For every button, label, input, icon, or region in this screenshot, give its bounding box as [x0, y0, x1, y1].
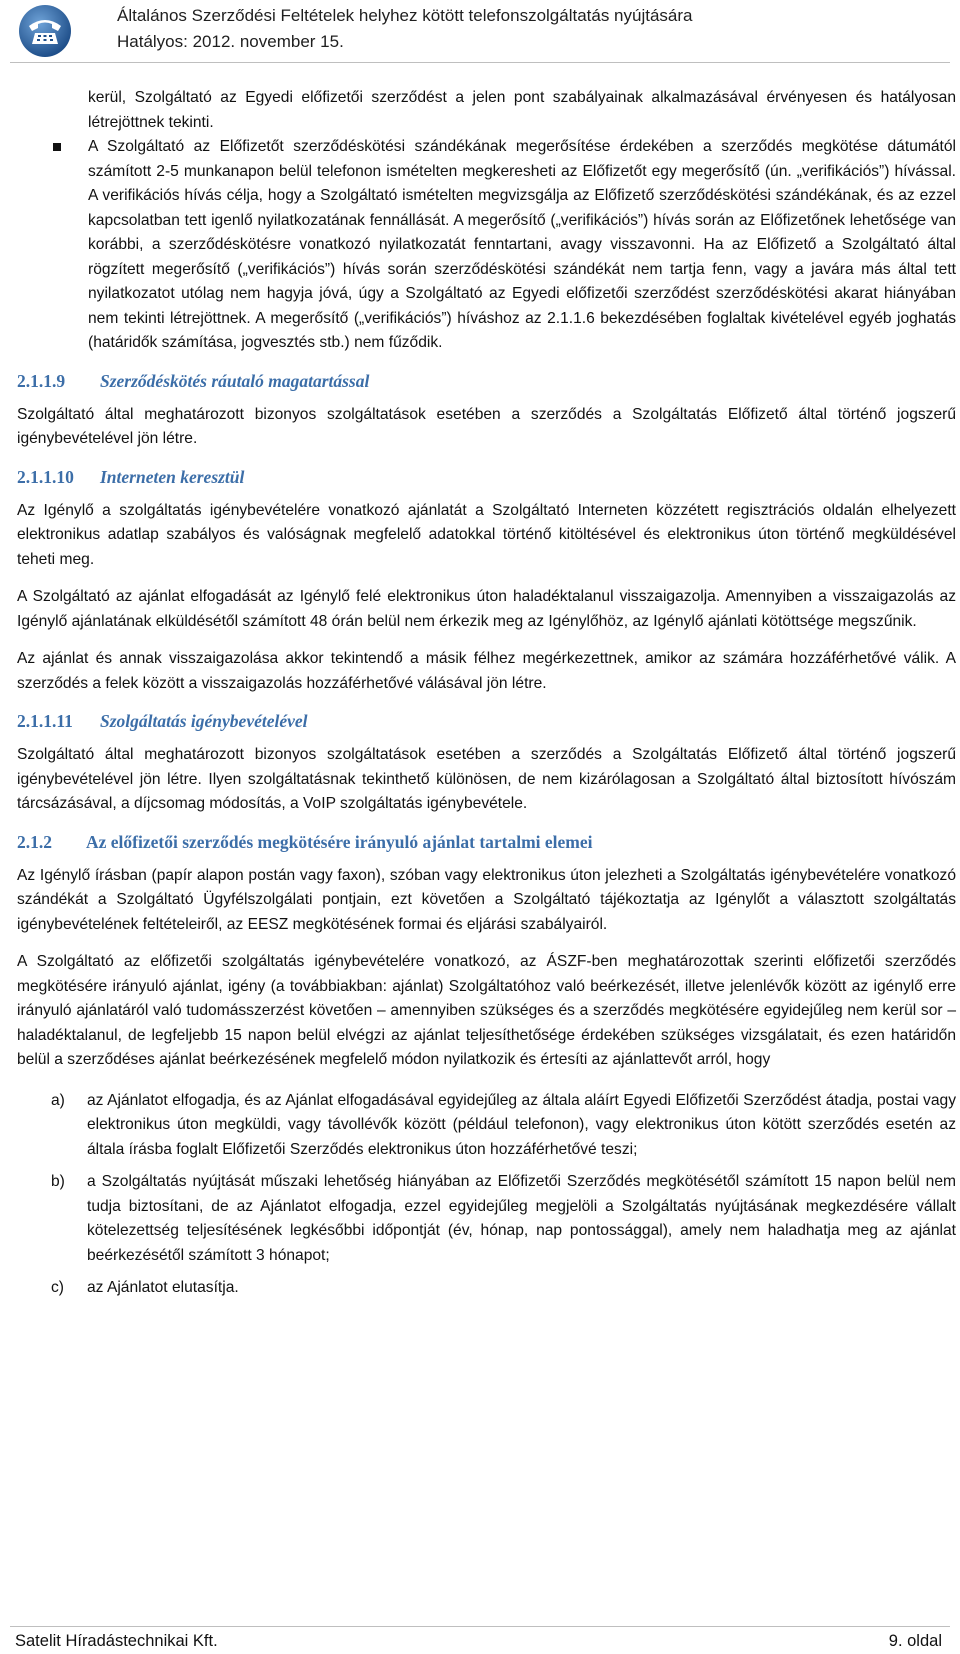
list-marker: b): [51, 1173, 65, 1190]
continuation-paragraph: kerül, Szolgáltató az Egyedi előfizetői szerződést a jelen pont szabályainak alkalmazásával érvényesen és hatályosan létrejöttnek tekinti.: [88, 89, 956, 131]
section-title: Interneten keresztül: [100, 466, 245, 487]
list-item: [17, 1276, 956, 1301]
list-item-text: az Ajánlatot elutasítja.: [87, 1279, 239, 1296]
section-paragraph: Az ajánlat és annak visszaigazolása akkor tekintendő a másik félhez megérkezettnek, amikor az számára hozzáférhetővé válik. A szerződés a felek között a visszaigazolás hozzáférhetővé válásával jön létre.: [17, 650, 956, 692]
section-heading-2119: [17, 368, 956, 394]
telephone-logo-icon: [18, 4, 72, 58]
section-number: 2.1.1.11: [17, 711, 73, 731]
section-number: 2.1.1.9: [17, 370, 66, 391]
section-heading-21111: [17, 708, 956, 734]
section-paragraph: Szolgáltató által meghatározott bizonyos szolgáltatások esetében a szerződés a Szolgáltatás Előfizető által történő jogszerű igénybevételével jön létre.: [17, 405, 956, 447]
header-divider: [10, 62, 950, 63]
page-header: [0, 0, 960, 64]
section-paragraph: Szolgáltató által meghatározott bizonyos szolgáltatások esetében a szerződés a Szolgáltatás Előfizető által történő jogszerű igénybevételével jön létre. Ilyen szolgáltatásnak tekinthető különösen, de nem kizárólagosan a Szolgáltató által biztosított hívószám tárcsázásával, a díjcsomag módosítás, a VoIP szolgáltatás igénybevétele.: [17, 746, 956, 812]
section-paragraph: A Szolgáltató az ajánlat elfogadását az Igénylő felé elektronikus úton haladéktalanul visszaigazolja. Amennyiben a visszaigazolás az Igénylő ajánlatának elküldésétől számított 48 órán belül nem érkezik meg az Igénylőhöz, az Igénylő ajánlati kötöttsége megszűnik.: [17, 588, 956, 630]
list-marker: c): [51, 1279, 64, 1296]
square-bullet-icon: [53, 143, 61, 151]
section-heading-21110: [17, 464, 956, 490]
section-title: Szolgáltatás igénybevételével: [100, 711, 308, 731]
effective-date: Hatályos: 2012. november 15.: [117, 32, 344, 51]
bullet-paragraph: A Szolgáltató az Előfizetőt szerződéskötési szándékának megerősítése érdekében a szerződés megkötése dátumától számított 2-5 munkanapon belül telefonon ismételten megkeresheti az Előfizetőt egy megerősítő (ún. „verifikációs”) hívással. A verifikációs hívás célja, hogy a Szolgáltató ismételten megvizsgálja az Előfizető szerződéskötési szándékának, és az ezzel kapcsolatban tett igenlő nyilatkozatának fennállását. A megerősítő („verifikációs”) hívás során az Előfizetőnek lehetősége van korábbi, a szerződéskötésre vonatkozó nyilatkozatát fenntartani, avagy visszavonni. Ha az Előfizető a Szolgáltató által rögzített megerősítő („verifikációs”) hívás során szerződéskötési szándékát nem tartja fenn, vagy a javára más által tett nyilatkozatot utólag nem hagyja jóvá, úgy a Szolgáltató az Egyedi előfizetői szerződést szerződéskötési akarat hiányában nem tekinti létrejöttnek. A megerősítő („verifikációs”) híváshoz az 2.1.1.6 bekezdésében foglaltak kivételével egyéb joghatás (határidők számítása, jogvesztés stb.) nem fűződik.: [88, 138, 956, 351]
section-paragraph: A Szolgáltató az előfizetői szolgáltatás igénybevételére vonatkozó, az ÁSZF-ben meghatározottak szerinti előfizetői szerződés megkötésére irányuló ajánlat, igény (a továbbiakban: ajánlat) Szolgáltatóhoz való beérkezését, illetve jelenlévők között az igénylő erre irányuló ajánlatáról való tudomásszerzést követően – amennyiben szükséges és a szerződés megkötésére egyidejűleg nem kerül sor – haladéktalanul, de legfeljebb 15 napon belül elvégzi az ajánlat teljesíthetősége érdekében szükséges vizsgálatait, és ezen határidőn belül a szerződéses ajánlat beérkezésének megfelelő módon nyilatkozik és értesíti az ajánlattevőt arról, hogy: [17, 953, 956, 1068]
bullet-item: [88, 135, 956, 356]
document-body: [17, 86, 956, 1301]
footer-divider: [10, 1626, 950, 1627]
footer-company: Satelit Híradástechnikai Kft.: [15, 1632, 218, 1650]
list-item-text: a Szolgáltatás nyújtását műszaki lehetőség hiányában az Előfizetői Szerződés megkötésétől számított 15 napon belül nem tudja biztosítani, de az Ajánlatot elfogadja, ezzel egyidejűleg megjelöli a Szolgáltatás nyújtásának megkezdésére vállalt kötelezettség teljesítésének legkésőbbi időpontját (év, hónap, nap pontossággal), amely nem haladhatja meg az ajánlat beérkezésétől számított 3 hónapot;: [87, 1173, 956, 1264]
section-title: Az előfizetői szerződés megkötésére irányuló ajánlat tartalmi elemei: [86, 831, 593, 852]
list-item: [17, 1089, 956, 1163]
document-title: Általános Szerződési Feltételek helyhez kötött telefonszolgáltatás nyújtására: [117, 6, 693, 25]
section-number: 2.1.1.10: [17, 466, 74, 487]
section-paragraph: Az Igénylő a szolgáltatás igénybevételére vonatkozó ajánlatát a Szolgáltató Interneten közzétett regisztrációs oldalán elhelyezett elektronikus adatlap szabályos és valóságnak megfelelő adatokkal történő kitöltésével és elektronikus úton történő megküldésével teheti meg.: [17, 501, 956, 568]
list-item-text: az Ajánlatot elfogadja, és az Ajánlat elfogadásával egyidejűleg az általa aláírt Egyedi Előfizetői Szerződést átadja, postai vagy elektronikus úton megküldi, vagy távollévők között (például telefonon), vagy elektronikus úton kötött szerződés esetén az általa írásba foglalt Előfizetői Szerződés elektronikus úton hozzáférhetővé teszi;: [87, 1091, 956, 1158]
page-number: 9. oldal: [888, 1632, 942, 1650]
section-paragraph: Az Igénylő írásban (papír alapon postán vagy faxon), szóban vagy elektronikus úton jelezheti a Szolgáltatás igénybevételére vonatkozó szándékát a Szolgáltató Ügyfélszolgálati pontjain, ezt követően a Szolgáltató tájékoztatja az Igénylőt a választott szolgáltatás igénybevételének feltételeiről, az EESZ megkötésének formai és eljárási szabályairól.: [17, 866, 956, 933]
section-number: 2.1.2: [17, 831, 52, 852]
list-marker: a): [51, 1091, 65, 1109]
section-heading-212: [17, 829, 956, 855]
section-title: Szerződéskötés ráutaló magatartással: [100, 370, 370, 391]
list-item: [17, 1170, 956, 1268]
